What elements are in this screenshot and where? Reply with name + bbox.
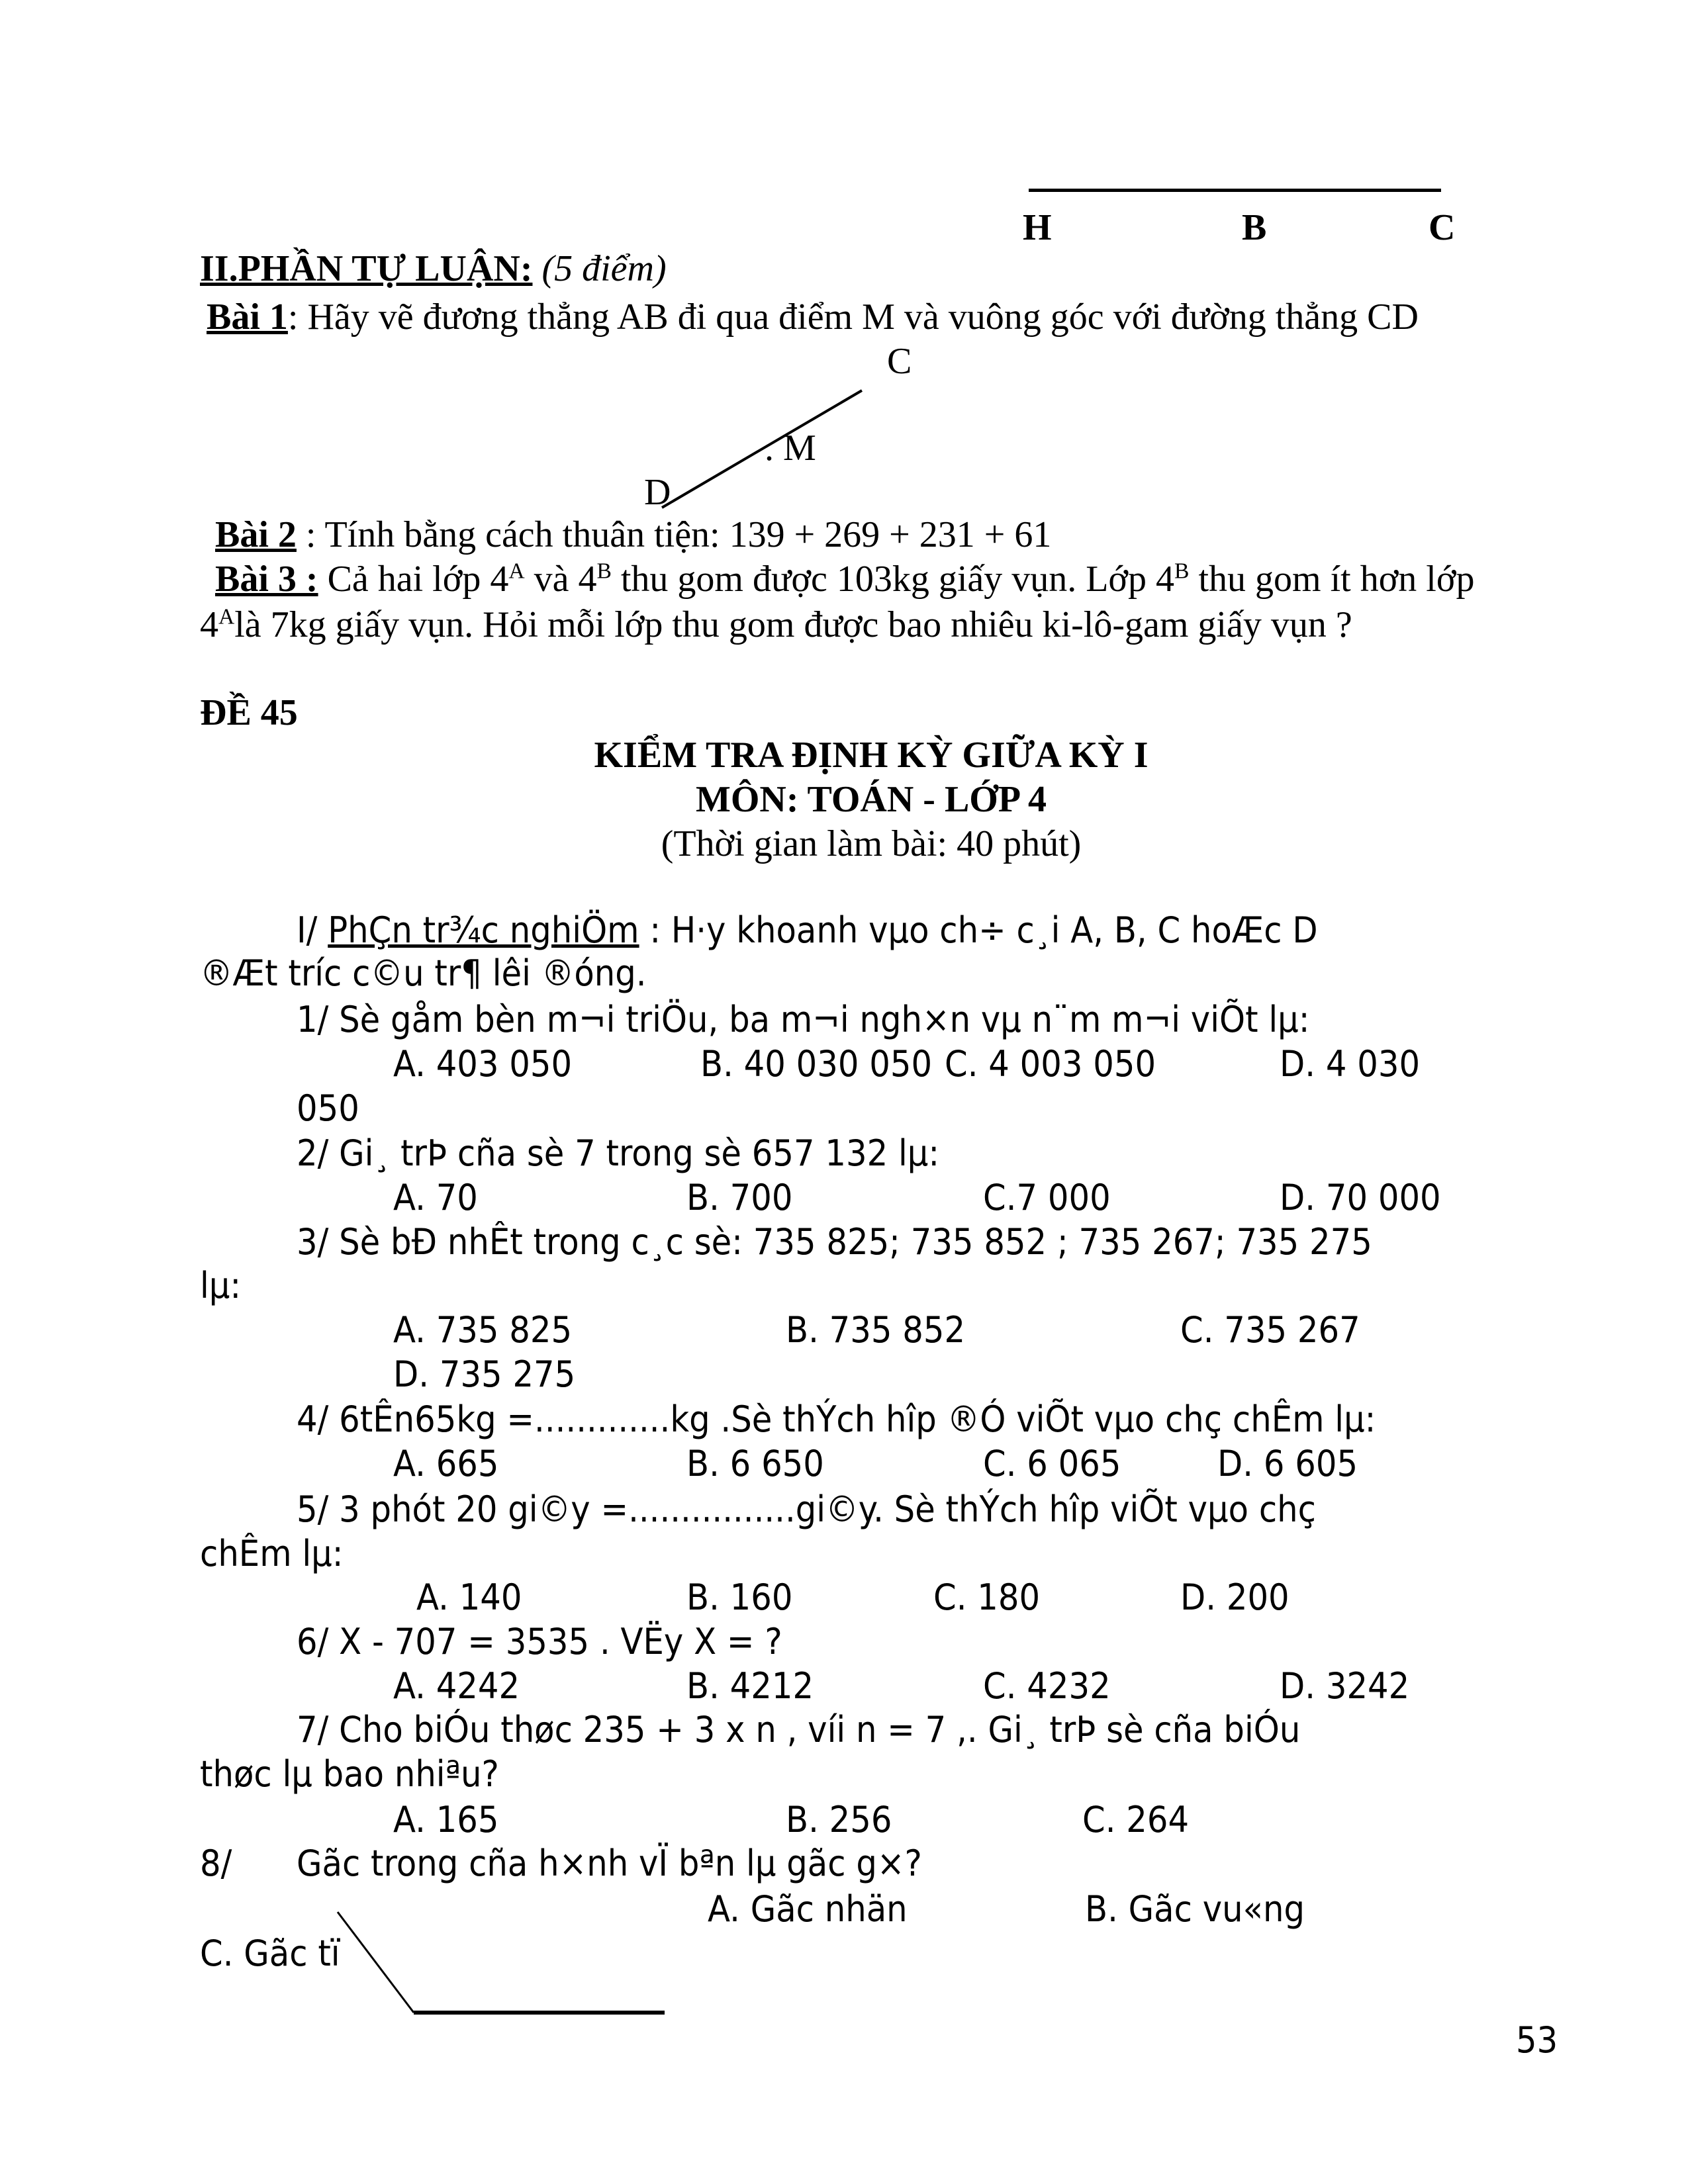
question-7: 7/ Cho biÓu thøc 235 + 3 x n , víi n = 7 ,. Gi¸ trÞ sè cña biÓu (297, 1709, 1301, 1751)
question-5: 5/ 3 phót 20 gi©y =................gi©y. Sè thÝch hîp viÕt vµo chç (297, 1488, 1316, 1530)
option[interactable]: C. 6 065 (983, 1443, 1121, 1484)
option[interactable]: D. 6 605 (1217, 1443, 1358, 1484)
text: thu gom ít hơn lớp (1189, 559, 1475, 600)
option[interactable]: A. Gãc nhän (708, 1888, 908, 1930)
point-label-b: B (1242, 207, 1267, 248)
exercise-2 (215, 513, 1051, 557)
text: và 4 (524, 559, 597, 600)
option[interactable]: C. Gãc tï (200, 1933, 340, 1974)
option[interactable]: D. 3242 (1280, 1665, 1410, 1707)
option[interactable]: C. 735 267 (1180, 1309, 1360, 1351)
option[interactable]: C.7 000 (983, 1177, 1111, 1218)
question-3: 3/ Sè bÐ nhÊt trong c¸c sè: 735 825; 735 852 ; 735 267; 735 275 (297, 1221, 1372, 1263)
question-3-cont: lµ: (200, 1265, 242, 1306)
question-6: 6/ X - 707 = 3535 . VËy X = ? (297, 1621, 782, 1662)
text: 4 (200, 604, 218, 645)
exercise-3-label: Bài 3 : (215, 559, 318, 600)
exam-title: KIỂM TRA ĐỊNH KỲ GIỮA KỲ I (594, 735, 1149, 776)
text: Cả hai lớp 4 (318, 559, 509, 600)
option[interactable]: C. 4 003 050 (945, 1043, 1156, 1085)
option[interactable]: A. 735 825 (393, 1309, 573, 1351)
option[interactable]: A. 403 050 (393, 1043, 573, 1085)
option[interactable]: D. 70 000 (1280, 1177, 1441, 1218)
option[interactable]: A. 4242 (393, 1665, 520, 1707)
figure-label-m: . M (765, 428, 816, 469)
option[interactable]: C. 180 (933, 1576, 1041, 1618)
exam-code: ĐỀ 45 (200, 692, 298, 733)
option[interactable]: B. Gãc vu«ng (1085, 1888, 1305, 1930)
exercise-2-label: Bài 2 (215, 514, 297, 555)
question-8-number: 8/ (200, 1843, 232, 1884)
question-4: 4/ 6tÊn65kg =.............kg .Sè thÝch hîp ®Ó viÕt vµo chç chÊm lµ: (297, 1398, 1376, 1440)
option[interactable]: D. 735 275 (393, 1353, 576, 1395)
text: là 7kg giấy vụn. Hỏi mỗi lớp thu gom được bao nhiêu ki-lô-gam giấy vụn ? (234, 604, 1352, 645)
option[interactable]: A. 165 (393, 1799, 499, 1841)
part1-instruction: ®Æt tríc c©u tr¶ lêi ®óng. (200, 952, 647, 994)
superscript: A (218, 604, 235, 629)
option[interactable]: B. 6 650 (686, 1443, 824, 1484)
superscript: B (1174, 559, 1190, 584)
point-label-h: H (1023, 207, 1052, 248)
figure-label-d: D (644, 472, 671, 513)
figure-label-c: C (887, 341, 912, 382)
exercise-1-label: Bài 1 (207, 296, 288, 338)
option-continuation: 050 (297, 1087, 359, 1129)
option[interactable]: B. 40 030 050 (700, 1043, 933, 1085)
question-8: Gãc trong cña h×nh vÏ bªn lµ gãc g×? (297, 1843, 922, 1884)
superscript: B (596, 559, 612, 584)
question-5-cont: chÊm lµ: (200, 1533, 344, 1574)
text: : H·y khoanh vµo ch÷ c¸i A, B, C hoÆc D (639, 909, 1318, 951)
option[interactable]: C. 4232 (983, 1665, 1111, 1707)
section-points: (5 điểm) (541, 248, 667, 289)
exercise-1-text: : Hãy vẽ đương thẳng AB đi qua điểm M và vuông góc với đường thẳng CD (287, 296, 1419, 338)
exercise-3-line-2 (200, 603, 1352, 647)
option[interactable]: B. 256 (786, 1799, 892, 1841)
exam-time: (Thời gian làm bài: 40 phút) (661, 823, 1082, 864)
part1-heading (297, 909, 1318, 952)
option[interactable]: C. 264 (1082, 1799, 1190, 1841)
option[interactable]: A. 140 (416, 1576, 522, 1618)
option[interactable]: D. 200 (1180, 1576, 1289, 1618)
exercise-2-text: : Tính bằng cách thuân tiện: 139 + 269 + 231 + 61 (296, 514, 1052, 555)
text: I/ (297, 909, 328, 951)
question-7-cont: thøc lµ bao nhiªu? (200, 1753, 499, 1795)
point-label-c: C (1429, 207, 1456, 248)
option[interactable]: A. 70 (393, 1177, 478, 1218)
question-2: 2/ Gi¸ trÞ cña sè 7 trong sè 657 132 lµ: (297, 1132, 940, 1174)
exam-subject: MÔN: TOÁN - LỚP 4 (696, 779, 1047, 820)
option[interactable]: B. 160 (686, 1576, 793, 1618)
section-heading: II.PHẦN TỰ LUẬN: (200, 248, 533, 289)
part1-title: PhÇn tr¾c nghiÖm (328, 909, 639, 951)
exercise-3 (215, 557, 1474, 601)
superscript: A (508, 559, 525, 584)
option[interactable]: B. 4212 (686, 1665, 814, 1707)
option[interactable]: B. 700 (686, 1177, 793, 1218)
question-1: 1/ Sè gåm bèn m¬i triÖu, ba m¬i ngh×n vµ n¨m m¬i viÕt lµ: (297, 999, 1310, 1040)
text: thu gom được 103kg giấy vụn. Lớp 4 (611, 559, 1175, 600)
option[interactable]: A. 665 (393, 1443, 499, 1484)
option[interactable]: D. 4 030 (1280, 1043, 1421, 1085)
option[interactable]: B. 735 852 (786, 1309, 966, 1351)
page-number: 53 (1516, 2019, 1558, 2061)
